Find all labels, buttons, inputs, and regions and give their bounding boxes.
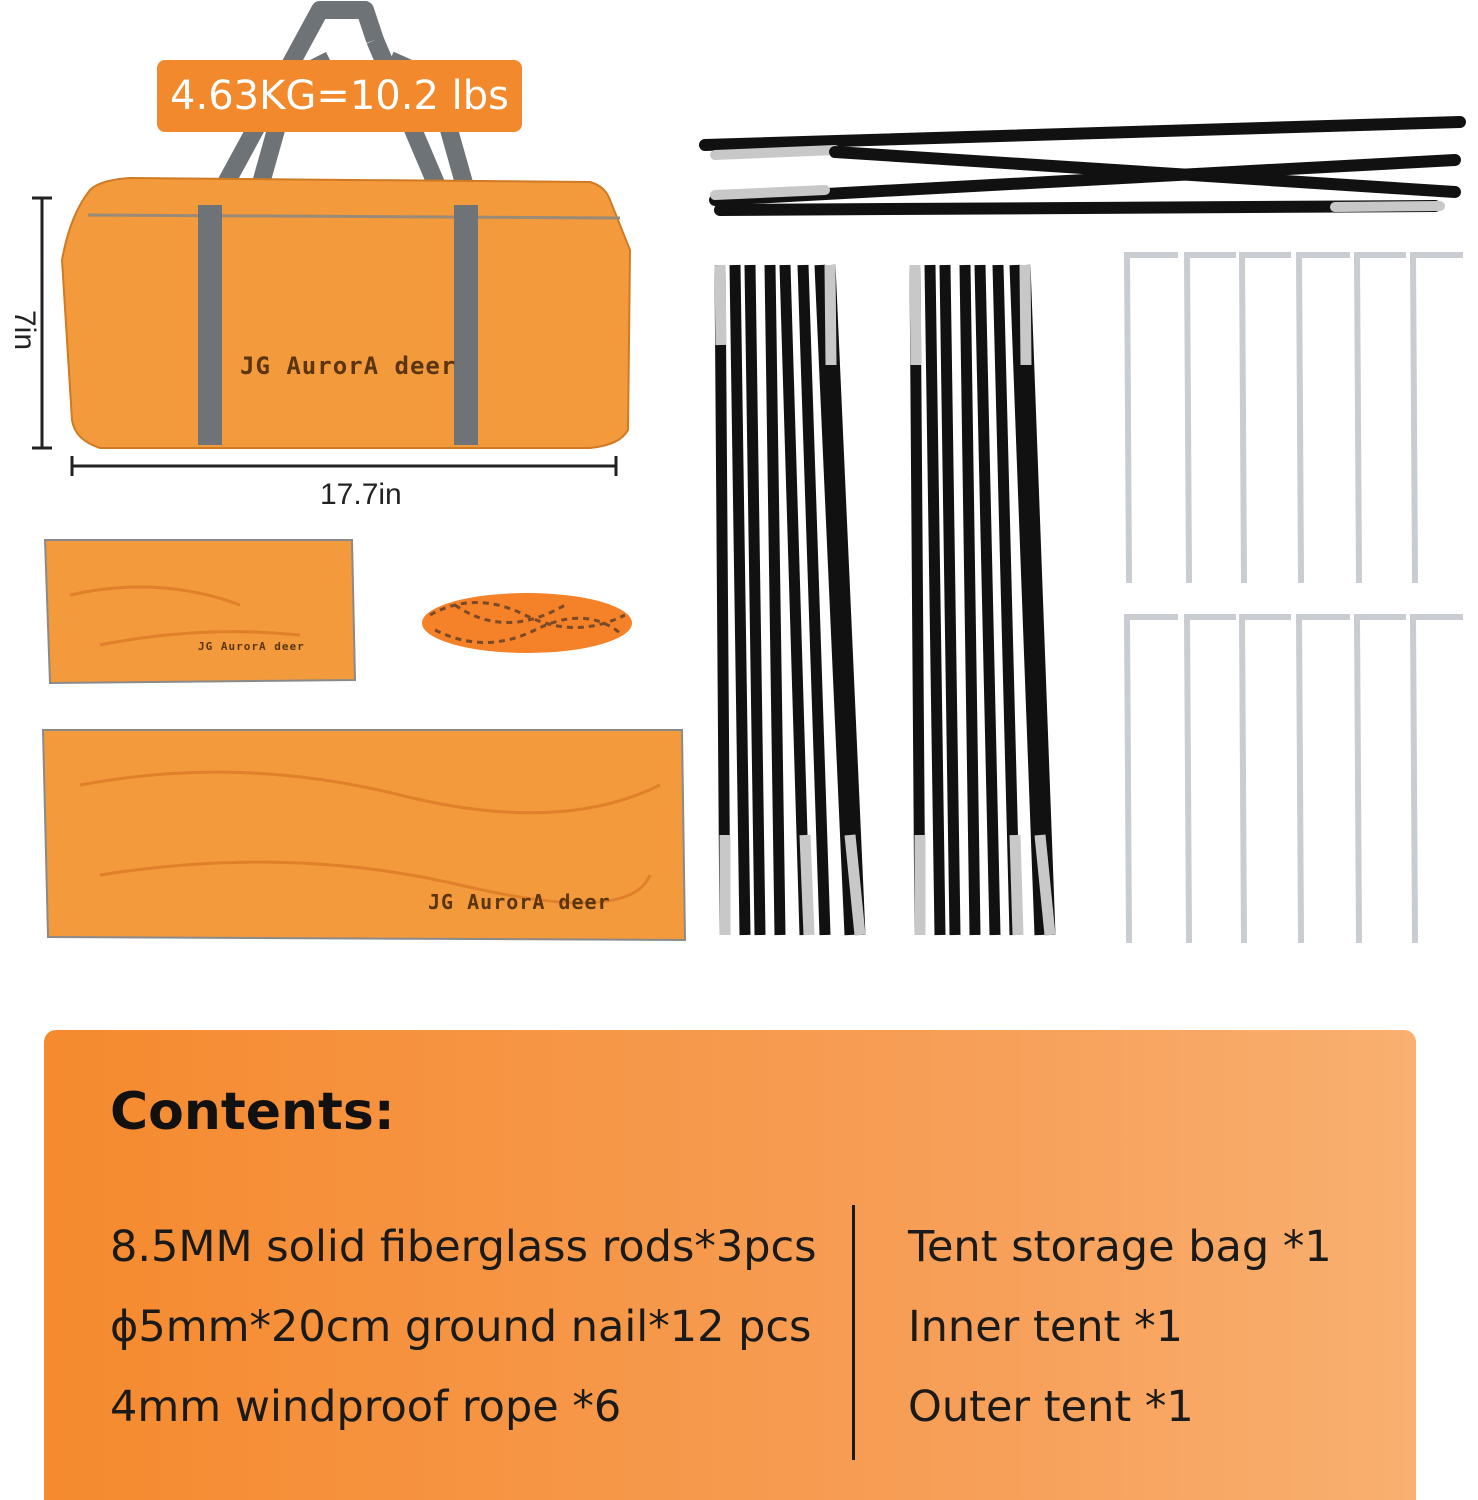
height-dimension-label: 7in (8, 309, 41, 351)
inner-bag-brand-label: JG AurorA deer (198, 640, 305, 653)
contents-item-windproof-rope: 4mm windproof rope *6 (110, 1382, 622, 1432)
contents-item-ground-nails: ϕ5mm*20cm ground nail*12 pcs (110, 1302, 812, 1352)
contents-title: Contents: (110, 1082, 395, 1142)
windproof-rope-image (415, 585, 640, 660)
width-dimension-label: 17.7in (320, 478, 402, 511)
contents-item-outer-tent: Outer tent *1 (908, 1382, 1194, 1432)
ground-nails-image (1115, 245, 1470, 945)
weight-badge: 4.63KG=10.2 lbs (157, 60, 522, 132)
inner-tent-bag-image (40, 535, 360, 685)
contents-divider (852, 1205, 855, 1460)
contents-item-inner-tent: Inner tent *1 (908, 1302, 1183, 1352)
bag-brand-label: JG AurorA deer (240, 352, 457, 380)
outer-bag-brand-label: JG AurorA deer (428, 890, 611, 914)
contents-item-storage-bag: Tent storage bag *1 (908, 1222, 1332, 1272)
contents-item-fiberglass-rods: 8.5MM solid fiberglass rods*3pcs (110, 1222, 817, 1272)
pole-bundle-right-image (900, 255, 1070, 945)
tent-poles-image (695, 100, 1470, 230)
pole-bundle-left-image (705, 255, 875, 945)
